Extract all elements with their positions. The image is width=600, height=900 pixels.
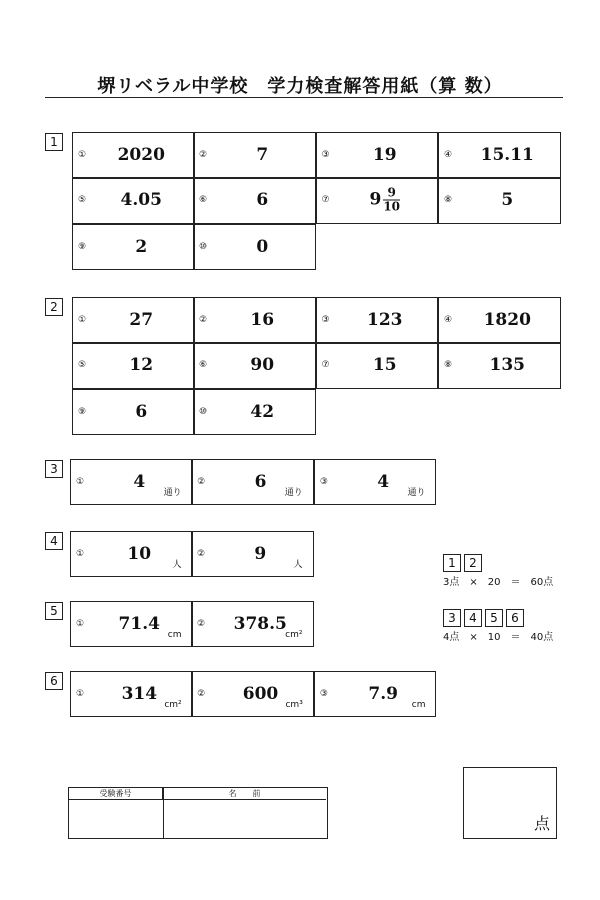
name-field[interactable] xyxy=(164,800,327,838)
answer-cell[interactable] xyxy=(314,671,437,717)
answer-value: 6 xyxy=(254,472,267,492)
question-number: ⑧ xyxy=(444,195,453,206)
question-number: ① xyxy=(78,315,87,326)
answer-cell[interactable] xyxy=(70,459,193,505)
answer-value: 1820 xyxy=(483,310,531,331)
section-number-1: 1 xyxy=(45,133,63,151)
answer-cell[interactable] xyxy=(191,671,314,717)
answer-value: 9 xyxy=(254,544,267,564)
scoring-section-box: 1 xyxy=(443,554,461,572)
scoring-section-box: 6 xyxy=(506,609,524,627)
student-info-table xyxy=(68,787,328,839)
question-number: ① xyxy=(76,477,85,487)
question-number: ② xyxy=(199,315,208,326)
title-underline xyxy=(45,97,563,98)
question-number: ② xyxy=(197,549,206,559)
unit-label: cm³ xyxy=(285,700,303,710)
section-3-grid xyxy=(70,459,438,505)
question-number: ③ xyxy=(321,150,330,161)
unit-label: cm² xyxy=(164,700,182,710)
answer-value: 378.5 xyxy=(233,614,287,634)
answer-cell[interactable] xyxy=(191,601,314,647)
question-number: ⑨ xyxy=(78,242,87,253)
question-number: ③ xyxy=(319,477,328,487)
answer-cell[interactable] xyxy=(193,132,316,179)
question-number: ⑤ xyxy=(78,195,87,206)
answer-value: 7.9 xyxy=(368,684,398,704)
answer-cell[interactable] xyxy=(193,224,316,271)
answer-cell[interactable] xyxy=(316,132,439,179)
answer-cell[interactable] xyxy=(438,297,561,344)
answer-cell[interactable] xyxy=(193,342,316,389)
answer-value: 15.11 xyxy=(480,145,534,166)
answer-value: 90 xyxy=(250,355,275,376)
answer-value: 15 xyxy=(372,355,397,376)
section-number-2: 2 xyxy=(45,298,63,316)
question-number: ④ xyxy=(444,315,453,326)
answer-value: 12 xyxy=(129,355,154,376)
question-number: ⑧ xyxy=(444,360,453,371)
question-number: ⑨ xyxy=(78,407,87,418)
unit-label: cm xyxy=(411,700,426,710)
question-number: ④ xyxy=(444,150,453,161)
section-5-grid xyxy=(70,601,315,647)
question-number: ⑦ xyxy=(321,195,330,206)
unit-label: 通り xyxy=(163,488,182,498)
answer-cell[interactable] xyxy=(438,177,561,224)
answer-value: 2020 xyxy=(117,145,165,166)
answer-cell[interactable] xyxy=(72,342,195,389)
section-6-grid xyxy=(70,671,438,717)
exam-number-label: 受験番号 xyxy=(69,788,163,800)
section-1-grid xyxy=(72,132,562,272)
unit-label: cm xyxy=(167,630,182,640)
answer-cell[interactable] xyxy=(191,459,314,505)
question-number: ⑤ xyxy=(78,360,87,371)
scoring-boxes-1 xyxy=(443,552,485,572)
answer-value: 71.4 xyxy=(118,614,160,634)
answer-value: 4.05 xyxy=(120,190,162,211)
question-number: ② xyxy=(197,689,206,699)
scoring-formula: 3点 × 20 ＝ 60点 xyxy=(443,577,554,588)
scoring-boxes-2 xyxy=(443,607,527,627)
answer-cell[interactable] xyxy=(314,459,437,505)
answer-value: 4 xyxy=(133,472,146,492)
unit-label: 通り xyxy=(284,488,303,498)
question-number: ⑦ xyxy=(321,360,330,371)
answer-value: 123 xyxy=(367,310,403,331)
fraction xyxy=(383,187,400,214)
answer-cell[interactable] xyxy=(316,297,439,344)
answer-cell[interactable] xyxy=(438,342,561,389)
unit-label: 人 xyxy=(172,560,182,570)
answer-value: 4 xyxy=(377,472,390,492)
question-number: ⑩ xyxy=(199,242,208,253)
answer-value: 0 xyxy=(256,237,269,258)
answer-value: 16 xyxy=(250,310,275,331)
question-number: ① xyxy=(76,549,85,559)
answer-cell[interactable] xyxy=(70,671,193,717)
answer-cell[interactable] xyxy=(438,132,561,179)
answer-cell[interactable] xyxy=(316,342,439,389)
section-number-6: 6 xyxy=(45,672,63,690)
question-number: ① xyxy=(78,150,87,161)
unit-label: cm² xyxy=(285,630,303,640)
answer-value: 27 xyxy=(129,310,154,331)
section-number-5: 5 xyxy=(45,602,63,620)
answer-value: 314 xyxy=(121,684,158,704)
question-number: ② xyxy=(197,477,206,487)
answer-cell[interactable] xyxy=(72,177,195,224)
answer-cell[interactable] xyxy=(193,297,316,344)
answer-cell[interactable] xyxy=(70,531,193,577)
answer-cell[interactable] xyxy=(191,531,314,577)
section-4-grid xyxy=(70,531,315,577)
question-number: ③ xyxy=(319,689,328,699)
section-2-grid xyxy=(72,297,562,437)
answer-value: 6 xyxy=(135,402,148,423)
fraction-numerator: 9 xyxy=(383,187,400,201)
answer-cell[interactable] xyxy=(72,389,195,436)
scoring-section-box: 3 xyxy=(443,609,461,627)
scoring-section-box: 5 xyxy=(485,609,503,627)
answer-value: 5 xyxy=(501,190,514,211)
answer-cell[interactable] xyxy=(193,389,316,436)
question-number: ⑥ xyxy=(199,360,208,371)
question-number: ① xyxy=(76,689,85,699)
unit-label: 人 xyxy=(293,560,303,570)
answer-value xyxy=(339,187,432,214)
answer-value: 600 xyxy=(242,684,279,704)
section-number-4: 4 xyxy=(45,532,63,550)
answer-cell[interactable] xyxy=(70,601,193,647)
answer-value: 19 xyxy=(372,145,397,166)
question-number: ③ xyxy=(321,315,330,326)
answer-value: 135 xyxy=(489,355,525,376)
answer-value: 10 xyxy=(127,544,152,564)
question-number: ⑥ xyxy=(199,195,208,206)
exam-number-field[interactable] xyxy=(69,800,163,838)
question-number: ② xyxy=(197,619,206,629)
question-number: ② xyxy=(199,150,208,161)
name-label: 名 前 xyxy=(163,788,326,800)
section-number-3: 3 xyxy=(45,460,63,478)
answer-cell[interactable] xyxy=(193,177,316,224)
page-title: 堺リベラル中学校 学力検査解答用紙（算 数） xyxy=(97,76,503,97)
answer-cell[interactable] xyxy=(72,224,195,271)
score-unit-label: 点 xyxy=(533,814,550,833)
answer-value: 42 xyxy=(250,402,275,423)
question-number: ⑩ xyxy=(199,407,208,418)
total-score-box[interactable] xyxy=(463,767,557,839)
mixed-number-whole: 9 xyxy=(369,189,382,210)
answer-value: 6 xyxy=(256,190,269,211)
scoring-formula: 4点 × 10 ＝ 40点 xyxy=(443,632,554,643)
answer-value: 2 xyxy=(135,237,148,258)
scoring-section-box: 4 xyxy=(464,609,482,627)
unit-label: 通り xyxy=(407,488,426,498)
fraction-denominator: 10 xyxy=(383,199,401,214)
answer-value: 7 xyxy=(256,145,269,166)
scoring-section-box: 2 xyxy=(464,554,482,572)
answer-cell[interactable] xyxy=(72,132,195,179)
question-number: ① xyxy=(76,619,85,629)
answer-cell[interactable] xyxy=(316,177,439,224)
answer-cell[interactable] xyxy=(72,297,195,344)
